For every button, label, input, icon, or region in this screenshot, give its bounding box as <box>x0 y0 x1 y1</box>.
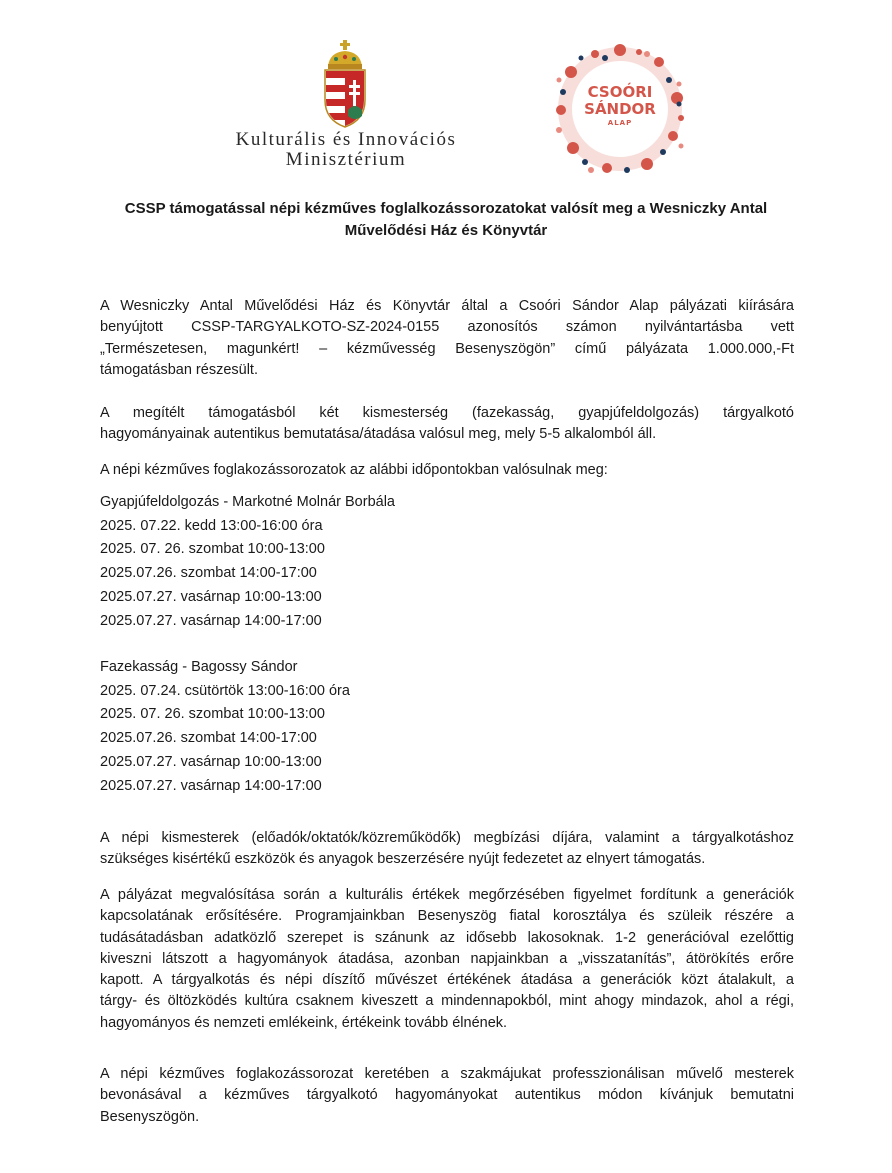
ministry-name-line1: Kulturális és Innovációs <box>235 129 457 150</box>
ministry-logo <box>226 40 466 170</box>
paragraph-line: A Wesniczky Antal Művelődési Ház és Könyvtár által a Csoóri Sándor Alap pályázati kiírására <box>100 298 794 314</box>
title-line1: CSSP támogatással népi kézműves foglalkozássorozatokat valósít meg a Wesniczky Antal <box>124 200 768 217</box>
title-line2: Művelődési Ház és Könyvtár <box>344 222 548 239</box>
csoori-line2: SÁNDOR <box>584 100 656 118</box>
schedule-date: 2025. 07. 26. szombat 10:00-13:00 <box>100 706 325 723</box>
paragraph-generations <box>100 885 794 1034</box>
paragraph-line: A megítélt támogatásból két kismesterség (fazekasság, gyapjúfeldolgozás) tárgyalkotó <box>100 405 794 421</box>
paragraph-masters <box>100 1064 794 1128</box>
ministry-name-line2: Minisztérium <box>285 149 407 170</box>
schedule-date: 2025.07.26. szombat 14:00-17:00 <box>100 730 317 747</box>
paragraph-line: hagyományos és nemzeti emlékeink, értékeink tovább élnének. <box>100 1014 508 1031</box>
schedule-date: 2025.07.27. vasárnap 10:00-13:00 <box>100 588 322 605</box>
paragraph-line: A pályázat megvalósítása során a kulturális értékek megőrzésében figyelmet fordítunk a generációk <box>100 887 794 903</box>
ministry-name <box>226 130 466 170</box>
schedule-date: 2025. 07.22. kedd 13:00-16:00 óra <box>100 517 323 534</box>
paragraph-line: tárgy- és öltözködés kultúra csaknem kiveszett a mindennapokból, mint ahogy mindazok, ahol a régi, <box>100 993 794 1010</box>
paragraph-line: tudásátadásban adatközlő szerepet is szánunk az idősebb lakosoknak. 1-2 generációval ezelőttig <box>100 929 794 946</box>
schedule-heading: Fazekasság - Bagossy Sándor <box>100 659 298 675</box>
paragraph-line: kapott. A tárgyalkotás és népi díszítő művészet értékének átadása a generációk közt átalakult, a <box>100 972 794 989</box>
csoori-wordmark <box>551 84 689 128</box>
schedule-date: 2025.07.27. vasárnap 14:00-17:00 <box>100 612 322 629</box>
paragraph-grant-info <box>100 296 794 381</box>
paragraph-line: A népi kézműves foglakozássorozat keretében a szakmájukat professzionálisan művelő mesterek <box>100 1066 794 1082</box>
paragraph-line: hagyományainak autentikus bemutatása/átadása valósul meg, mely 5-5 alkalomból áll. <box>100 426 657 443</box>
schedule-intro <box>100 460 794 481</box>
paragraph-line: szükséges kisértékű eszközök és anyagok beszerzésére nyújt fedezetet az elnyert támogatás. <box>100 851 706 868</box>
document-title <box>100 198 792 242</box>
paragraph-funding <box>100 828 794 871</box>
paragraph-line: A népi kismesterek (előadók/oktatók/közreműködők) megbízási díjára, valamint a tárgyalkotáshoz <box>100 830 794 846</box>
csoori-line1: CSOÓRI <box>587 83 653 101</box>
paragraph-line: Besenyszögön. <box>100 1108 200 1125</box>
paragraph-line: „Természetesen, magunkért! – kézművesség Besenyszögön” című pályázata 1.000.000,-Ft <box>100 340 794 357</box>
schedule-date: 2025.07.27. vasárnap 10:00-13:00 <box>100 753 322 770</box>
csoori-line3: ALAP <box>607 119 633 127</box>
paragraph-line: bevonásával a kézműves tárgyalkotó hagyományokat autentikus módon kívánjuk bemutatni <box>100 1087 794 1104</box>
paragraph-line: támogatásban részesült. <box>100 361 258 378</box>
schedule-date: 2025.07.26. szombat 14:00-17:00 <box>100 565 317 582</box>
schedule-date: 2025. 07. 26. szombat 10:00-13:00 <box>100 541 325 558</box>
schedule-pottery <box>100 656 794 798</box>
schedule-date: 2025. 07.24. csütörtök 13:00-16:00 óra <box>100 682 350 699</box>
schedule-date: 2025.07.27. vasárnap 14:00-17:00 <box>100 777 322 794</box>
schedule-intro-text: A népi kézműves foglakozássorozatok az alábbi időpontokban valósulnak meg: <box>100 462 608 478</box>
csoori-sandor-alap-logo <box>551 40 689 178</box>
schedule-wool <box>100 491 794 633</box>
paragraph-line: kapcsolatának erősítésére. Programjainkban Besenyszög fiatal korosztálya és szüleik részére a <box>100 908 794 925</box>
schedule-heading: Gyapjúfeldolgozás - Markotné Molnár Borbála <box>100 494 395 510</box>
paragraph-line: kiveszni látszott a hagyományok átadása, azonban napjainkban a „visszatanítás”, átörökítés erőre <box>100 950 794 967</box>
paragraph-line: benyújtott CSSP-TARGYALKOTO-SZ-2024-0155 azonosítós számon nyilvántartásba vett <box>100 319 794 336</box>
hungarian-coat-of-arms-icon <box>322 40 368 128</box>
paragraph-crafts <box>100 403 794 446</box>
